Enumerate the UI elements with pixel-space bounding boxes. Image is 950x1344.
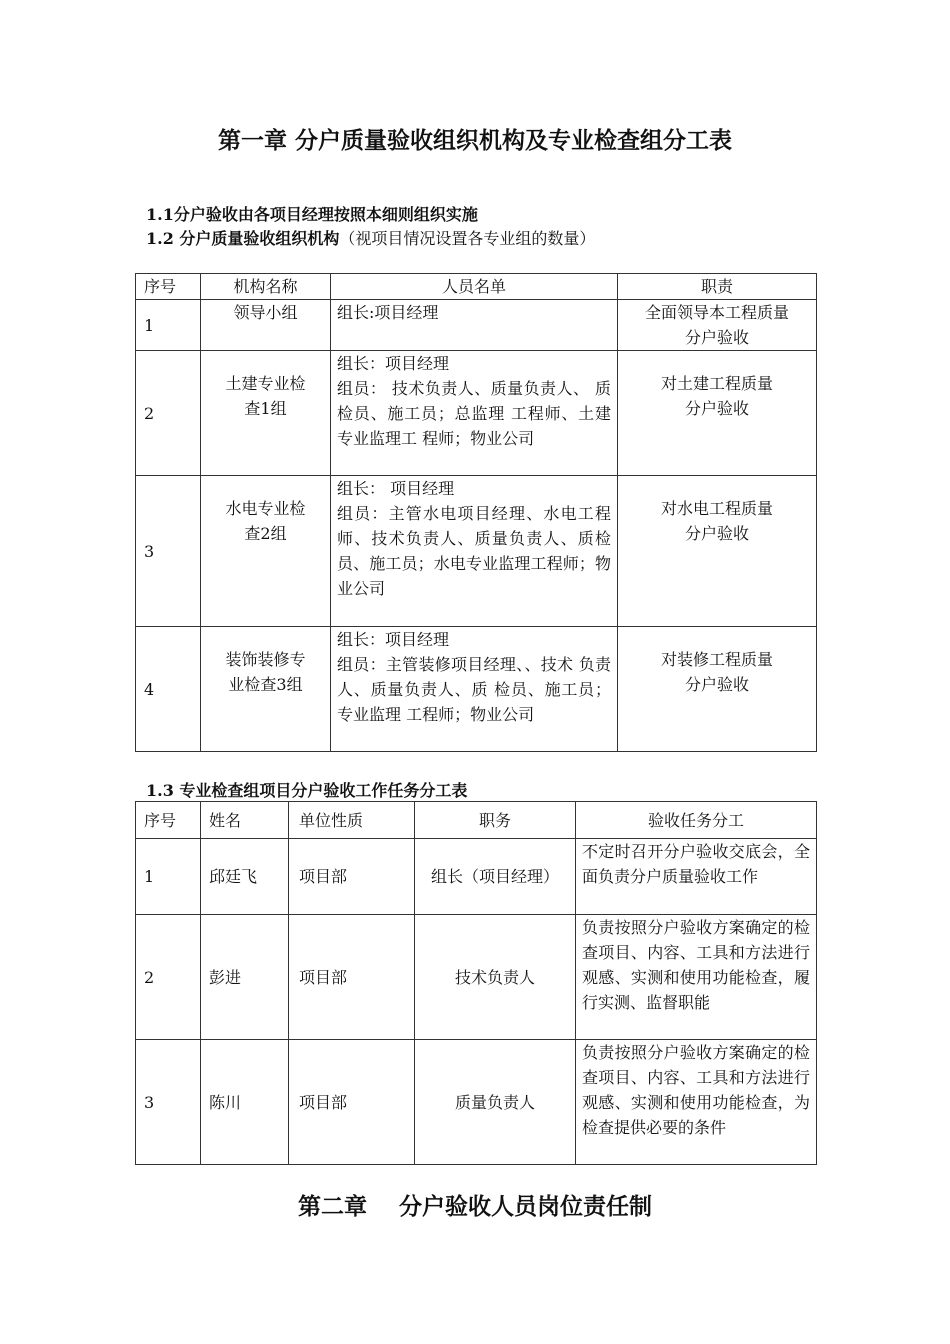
header-task: 验收任务分工 xyxy=(576,802,817,839)
header-org-name: 机构名称 xyxy=(201,274,331,300)
org-name-cell xyxy=(201,627,331,752)
org-name-cell xyxy=(201,476,331,627)
members-line: 组员：主管水电项目经理、水电工程师、技术负责人、质量负责人、质检员、施工员；水电专业监理工程师；物业公司 xyxy=(337,504,611,598)
members-line: 组长：项目经理 xyxy=(337,354,450,373)
members-line: 组员： 技术负责人、质量负责人、 质检员、施工员；总监理 工程师、土建专业监理工 程师；物业公司 xyxy=(337,379,611,448)
duty-line: 对土建工程质量 xyxy=(660,374,773,393)
table-row xyxy=(136,351,817,476)
members-line: 组长:项目经理 xyxy=(337,303,439,322)
row-no: 2 xyxy=(136,351,201,476)
header-position: 职务 xyxy=(415,802,576,839)
org-name-line: 领导小组 xyxy=(233,303,298,322)
header-name: 姓名 xyxy=(201,802,289,839)
row-no: 3 xyxy=(136,1040,201,1165)
org-name-line: 装饰装修专 xyxy=(225,650,306,669)
chapter-1-title: 第一章 分户质量验收组织机构及专业检查组分工表 xyxy=(217,127,732,154)
members-cell xyxy=(331,300,618,351)
position-cell: 质量负责人 xyxy=(415,1040,576,1165)
table-row xyxy=(136,1040,817,1165)
name-cell: 邱廷飞 xyxy=(201,839,289,915)
org-name-line: 查2组 xyxy=(244,524,287,543)
header-unit: 单位性质 xyxy=(289,802,415,839)
org-name-line: 业检查3组 xyxy=(228,675,303,694)
org-name-line: 查1组 xyxy=(244,399,287,418)
header-duty: 职责 xyxy=(618,274,817,300)
members-cell xyxy=(331,627,618,752)
duty-line: 分户验收 xyxy=(684,399,749,418)
header-no: 序号 xyxy=(136,274,201,300)
header-members: 人员名单 xyxy=(331,274,618,300)
table-row xyxy=(136,300,817,351)
duty-line: 对装修工程质量 xyxy=(660,650,773,669)
members-cell xyxy=(331,351,618,476)
position-cell: 组长（项目经理） xyxy=(415,839,576,915)
row-no: 4 xyxy=(136,627,201,752)
duty-line: 分户验收 xyxy=(684,524,749,543)
members-line: 组长： 项目经理 xyxy=(337,479,455,498)
task-table xyxy=(135,801,817,1165)
section-1-3: 1.3 专业检查组项目分户验收工作任务分工表 xyxy=(146,781,468,800)
members-cell xyxy=(331,476,618,627)
section-1-2 xyxy=(146,226,595,249)
table-header-row xyxy=(136,802,817,839)
name-cell: 陈川 xyxy=(201,1040,289,1165)
duty-line: 分户验收 xyxy=(684,675,749,694)
header-no: 序号 xyxy=(136,802,201,839)
row-no: 1 xyxy=(136,839,201,915)
duty-cell xyxy=(618,351,817,476)
section-1-2-heading: 1.2 分户质量验收组织机构 xyxy=(146,229,340,248)
duty-cell xyxy=(618,300,817,351)
org-name-line: 水电专业检 xyxy=(225,499,306,518)
task-cell: 负责按照分户验收方案确定的检查项目、内容、工具和方法进行观感、实测和使用功能检查，为检查提供必要的条件 xyxy=(576,1040,817,1165)
members-line: 组员：主管装修项目经理、、技术 负责人、质量负责人、质 检员、施工员；专业监理 工程师；物业公司 xyxy=(337,655,611,724)
duty-line: 全面领导本工程质量 xyxy=(644,303,789,322)
row-no: 2 xyxy=(136,915,201,1040)
row-no: 3 xyxy=(136,476,201,627)
section-1-2-note: （视项目情况设置各专业组的数量） xyxy=(339,229,596,248)
name-cell: 彭进 xyxy=(201,915,289,1040)
chapter-2-title: 第二章 分户验收人员岗位责任制 xyxy=(297,1193,653,1220)
task-cell: 负责按照分户验收方案确定的检查项目、内容、工具和方法进行观感、实测和使用功能检查，履行实测、监督职能 xyxy=(576,915,817,1040)
table-row xyxy=(136,627,817,752)
unit-cell: 项目部 xyxy=(289,839,415,915)
org-name-cell xyxy=(201,351,331,476)
org-name-cell xyxy=(201,300,331,351)
unit-cell: 项目部 xyxy=(289,1040,415,1165)
table-header-row xyxy=(136,274,817,300)
row-no: 1 xyxy=(136,300,201,351)
organization-table xyxy=(135,273,817,752)
task-cell: 不定时召开分户验收交底会，全面负责分户质量验收工作 xyxy=(576,839,817,915)
section-1-1: 1.1分户验收由各项目经理按照本细则组织实施 xyxy=(146,205,478,224)
org-name-line: 土建专业检 xyxy=(225,374,306,393)
position-cell: 技术负责人 xyxy=(415,915,576,1040)
duty-line: 分户验收 xyxy=(684,328,749,347)
duty-cell xyxy=(618,476,817,627)
table-row xyxy=(136,915,817,1040)
table-row xyxy=(136,476,817,627)
unit-cell: 项目部 xyxy=(289,915,415,1040)
duty-line: 对水电工程质量 xyxy=(660,499,773,518)
table-row xyxy=(136,839,817,915)
duty-cell xyxy=(618,627,817,752)
members-line: 组长：项目经理 xyxy=(337,630,450,649)
